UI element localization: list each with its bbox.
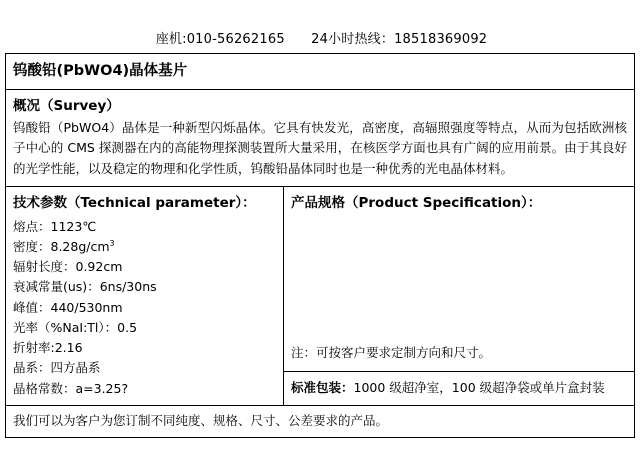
footer-note: 我们可以为客户为您订制不同纯度、规格、尺寸、公差要求的产品。 [13,412,389,428]
details-row [6,187,634,406]
specification-spacer [284,218,634,345]
title-row [6,54,634,90]
specification-heading: 产品规格（Product Specification）： [291,195,542,212]
param-refractive-index: 折射率:2.16 [13,340,83,356]
technical-parameters-cell [6,187,284,405]
hotline-number: 24小时热线：18518369092 [311,32,488,47]
param-density [13,237,276,257]
param-density-exponent: 3 [109,238,115,248]
param-light-yield: 光率（%NaI:Tl）：0.5 [13,319,138,335]
param-lattice-constant: 晶格常数：a=3.25? [13,380,129,396]
specification-note: 注：可按客户要求定制方向和尺寸。 [291,345,492,361]
param-melting-point: 熔点：1123℃ [13,218,97,234]
param-decay-constant: 衰减常量(us)：6ns/30ns [13,279,157,295]
param-peak-wavelength: 峰值：440/530nm [13,299,123,315]
contact-bar [0,28,643,47]
parameters-heading: 技术参数（Technical parameter）： [13,195,256,212]
product-table [5,53,635,438]
survey-heading: 概况（Survey） [13,98,120,115]
packing-info [284,371,634,405]
packing-value: 1000 级超净室，100 级超净袋或单片盒封装 [353,380,605,396]
survey-body: 钨酸铅（PbWO4）晶体是一种新型闪烁晶体。它具有快发光，高密度，高辐照强度等特点，从而为包括欧洲核子中心的 CMS 探测器在内的高能物理探测装置所大量采用，在核医学方面也具有广阔的应用前景。由于其良好的光学性能，以及稳定的物理和化学性质，钨酸铅晶体同时也是一种优秀的光电晶体材料。 [13,119,627,176]
packing-label: 标准包装： [291,380,354,396]
param-crystal-system: 晶系：四方晶系 [13,360,101,376]
phone-number: 座机:010-56262165 [155,32,285,47]
param-density-text: 密度：8.28g/cm [13,238,110,254]
param-radiation-length: 辐射长度：0.92cm [13,259,123,275]
survey-row [6,90,634,187]
product-specification-cell [284,187,634,405]
page-title: 钨酸铅(PbWO4)晶体基片 [13,63,188,79]
footer-row [6,406,634,437]
